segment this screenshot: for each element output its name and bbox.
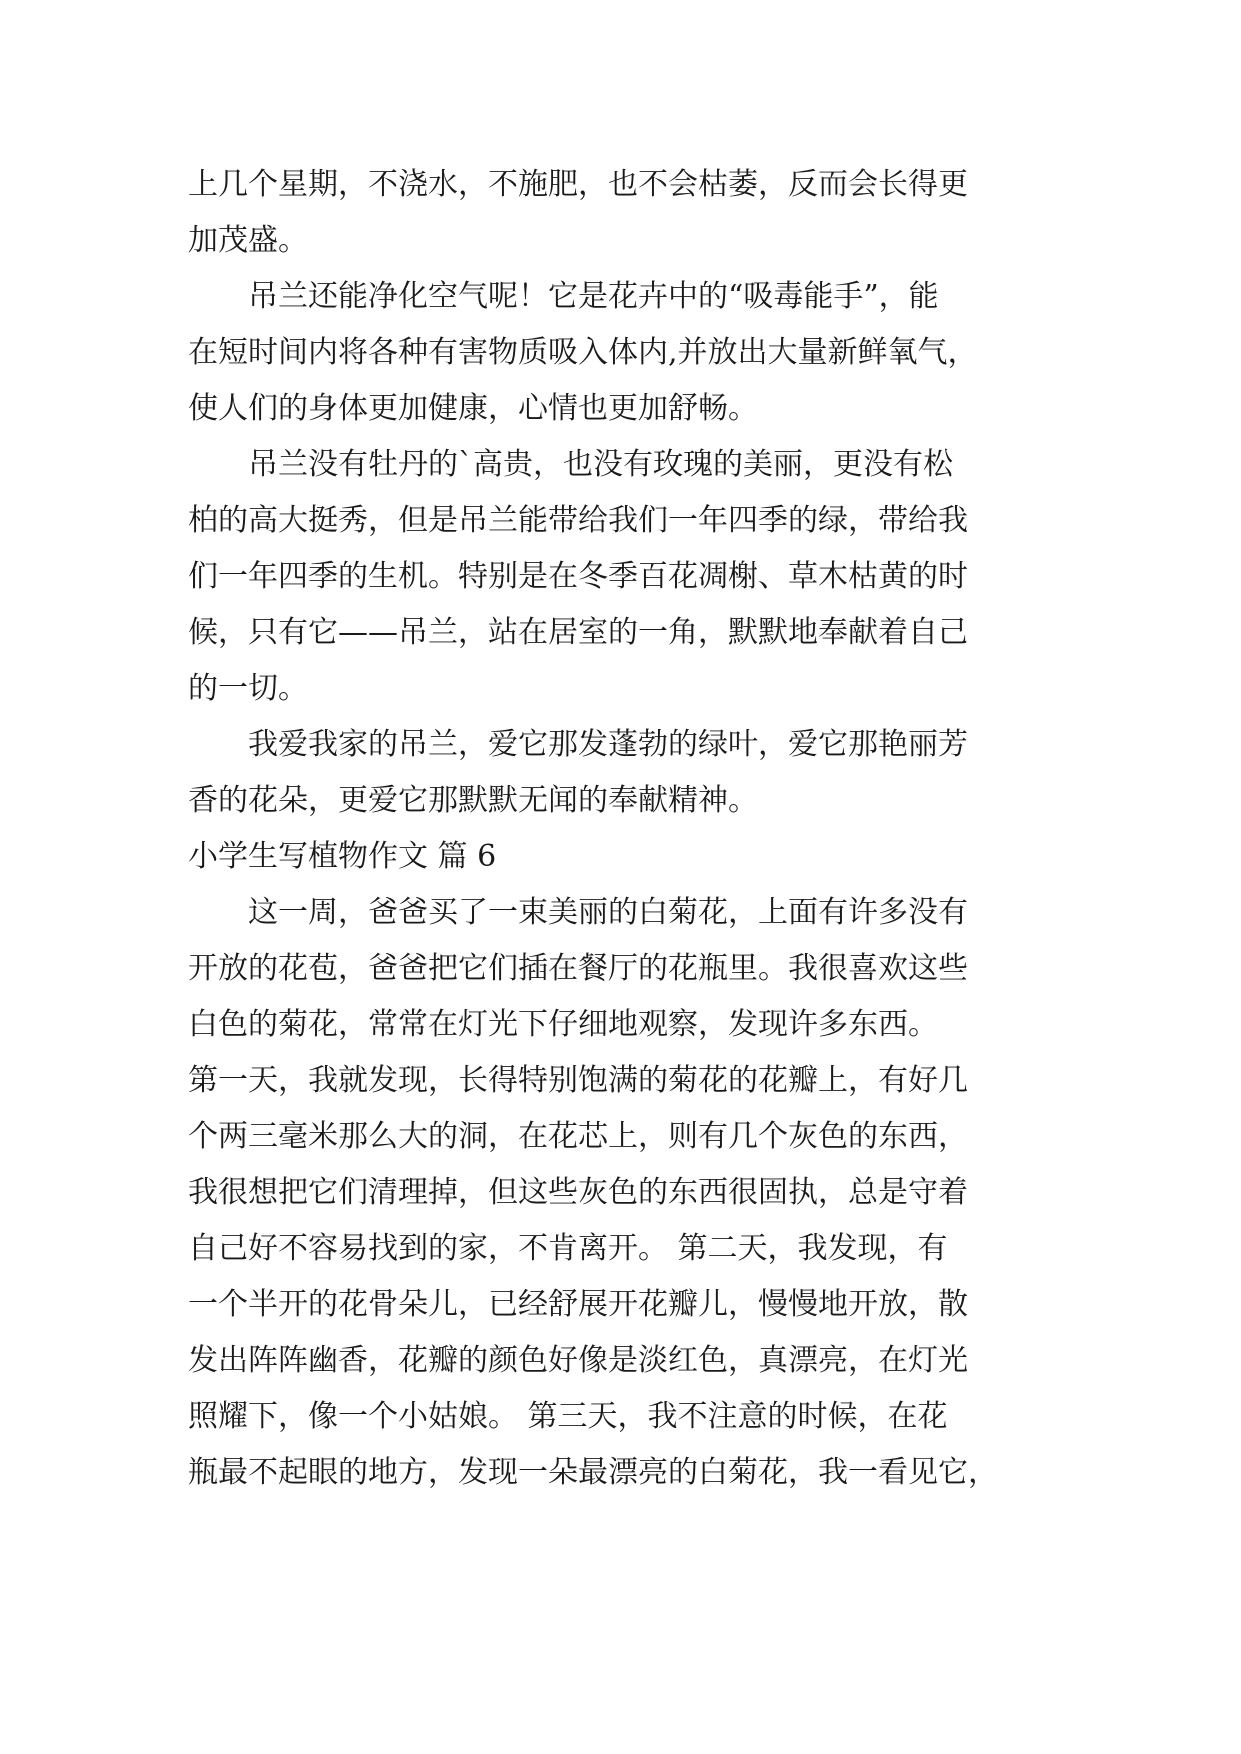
section-heading	[188, 829, 1058, 885]
text-line: 这一周，爸爸买了一束美丽的白菊花，上面有许多没有	[248, 895, 968, 930]
text-line: 第一天，我就发现，长得特别饱满的菊花的花瓣上，有好几	[188, 1063, 968, 1098]
paragraph	[188, 885, 1058, 1501]
text-line: 瓶最不起眼的地方，发现一朵最漂亮的白菊花，我一看见它，	[188, 1455, 998, 1490]
text-line: 个两三毫米那么大的洞，在花芯上，则有几个灰色的东西，	[188, 1119, 968, 1154]
text-line: 上几个星期，不浇水，不施肥，也不会枯萎，反而会长得更	[188, 167, 968, 202]
text-line: 加茂盛。	[188, 223, 308, 258]
heading-text: 小学生写植物作文 篇 6	[188, 839, 497, 874]
text-line: 香的花朵，更爱它那默默无闻的奉献精神。	[188, 783, 758, 818]
text-line: 一个半开的花骨朵儿，已经舒展开花瓣儿，慢慢地开放，散	[188, 1287, 968, 1322]
paragraph	[188, 157, 1058, 269]
text-line: 发出阵阵幽香，花瓣的颜色好像是淡红色，真漂亮，在灯光	[188, 1343, 968, 1378]
text-line: 候，只有它——吊兰，站在居室的一角，默默地奉献着自己	[188, 615, 968, 650]
document-body	[188, 157, 1058, 1501]
paragraph	[188, 717, 1058, 829]
text-line: 开放的花苞，爸爸把它们插在餐厅的花瓶里。我很喜欢这些	[188, 951, 968, 986]
text-line: 我爱我家的吊兰，爱它那发蓬勃的绿叶，爱它那艳丽芳	[248, 727, 968, 762]
text-line: 在短时间内将各种有害物质吸入体内,并放出大量新鲜氧气，	[188, 335, 978, 370]
text-line: 吊兰没有牡丹的`高贵，也没有玫瑰的美丽，更没有松	[248, 447, 953, 482]
text-line: 使人们的身体更加健康，心情也更加舒畅。	[188, 391, 758, 426]
text-line: 吊兰还能净化空气呢！它是花卉中的“吸毒能手”，能	[248, 279, 939, 314]
text-line: 的一切。	[188, 671, 308, 706]
text-line: 自己好不容易找到的家，不肯离开。 第二天，我发现，有	[188, 1231, 948, 1266]
text-line: 我很想把它们清理掉，但这些灰色的东西很固执，总是守着	[188, 1175, 968, 1210]
text-line: 白色的菊花，常常在灯光下仔细地观察，发现许多东西。	[188, 1007, 938, 1042]
paragraph	[188, 269, 1058, 437]
text-line: 照耀下，像一个小姑娘。 第三天，我不注意的时候，在花	[188, 1399, 948, 1434]
paragraph	[188, 437, 1058, 717]
text-line: 们一年四季的生机。特别是在冬季百花凋榭、草木枯黄的时	[188, 559, 968, 594]
text-line: 柏的高大挺秀，但是吊兰能带给我们一年四季的绿，带给我	[188, 503, 968, 538]
